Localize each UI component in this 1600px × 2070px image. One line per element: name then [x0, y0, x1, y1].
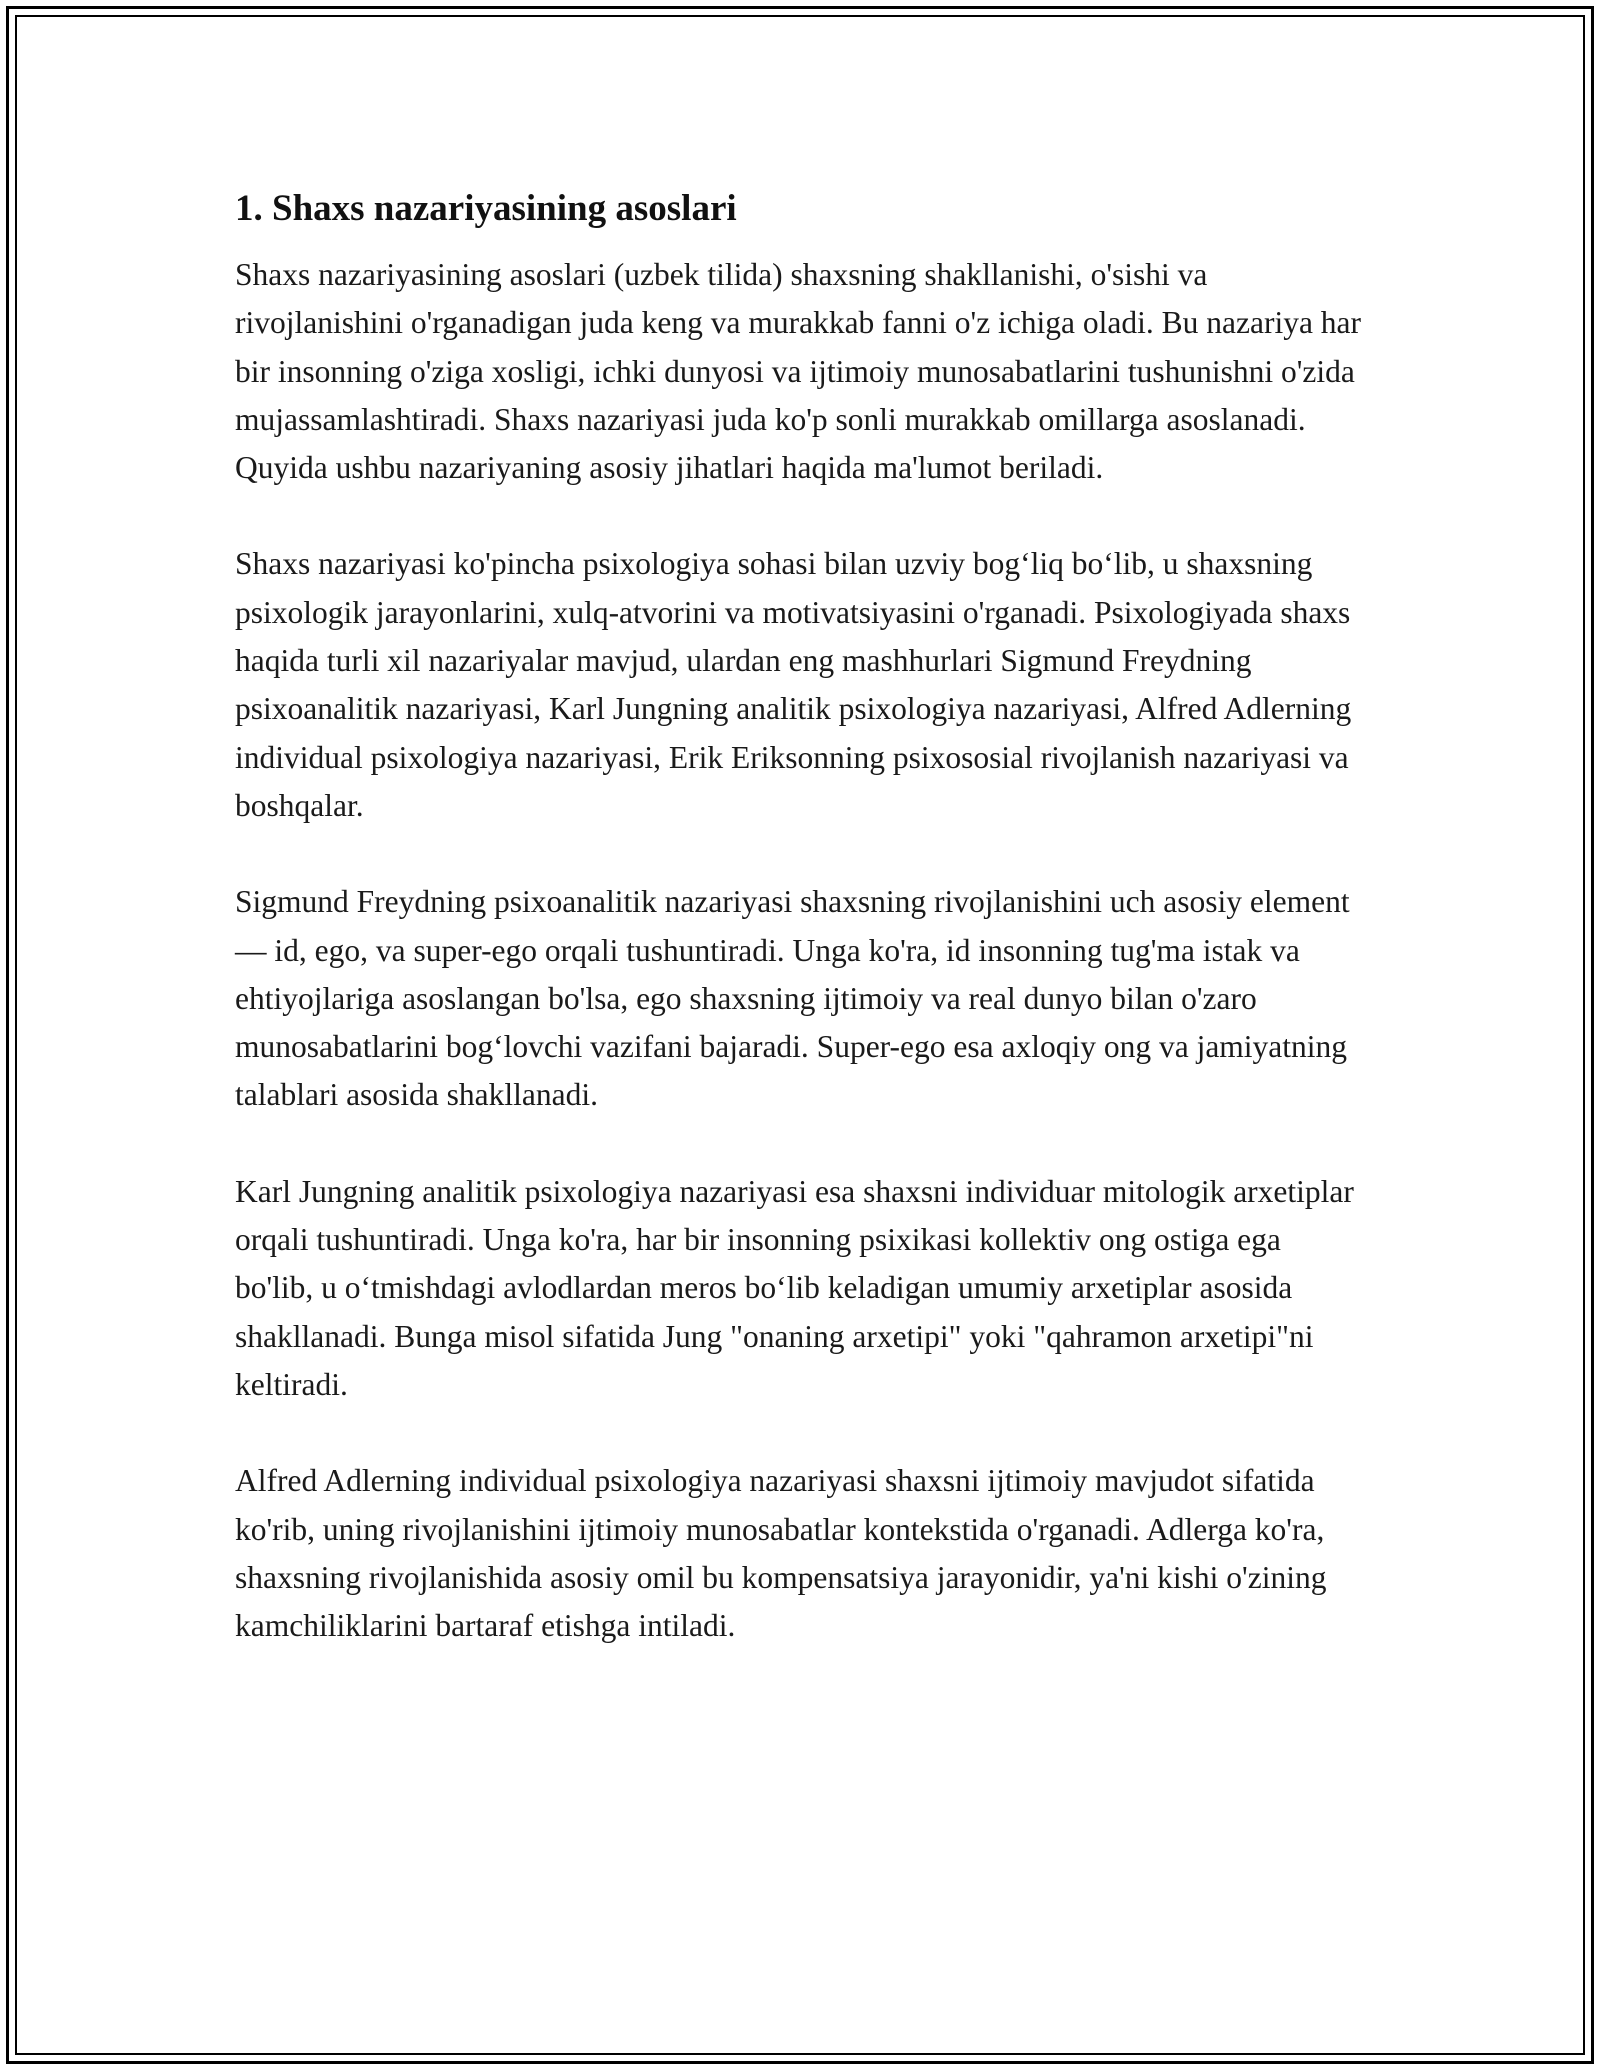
paragraph-psychology: Shaxs nazariyasi ko'pincha psixologiya sohasi bilan uzviy bog‘liq bo‘lib, u shaxsning psixologik jarayonlarini, xulq-atvorini va motivatsiyasini o'rganadi. Psixologiyada shaxs haqida turli xil nazariyalar mavjud, ulardan eng mashhurlari Sigmund Freydning psixoanalitik nazariyasi, Karl Jungning analitik psixologiya nazariyasi, Alfred Adlerning individual psixologiya nazariyasi, Erik Eriksonning psixososial rivojlanish nazariyasi va boshqalar. — [235, 546, 1352, 823]
paragraph-freud: Sigmund Freydning psixoanalitik nazariyasi shaxsning rivojlanishini uch asosiy element — id, ego, va super-ego orqali tushuntiradi. Unga ko'ra, id insonning tug'ma istak va ehtiyojlariga asoslangan bo'lsa, ego shaxsning ijtimoiy va real dunyo bilan o'zaro munosabatlarini bog‘lovchi vazifani bajaradi. Super-ego esa axloqiy ong va jamiyatning talablari asosida shakllanadi. — [235, 884, 1350, 1113]
section-heading: 1. Shaxs nazariyasining asoslari — [235, 188, 737, 229]
paragraph-jung: Karl Jungning analitik psixologiya nazariyasi esa shaxsni individuar mitologik arxetiplar orqali tushuntiradi. Unga ko'ra, har bir insonning psixikasi kollektiv ong ostiga ega bo'lib, u o‘tmishdagi avlodlardan meros bo‘lib keladigan umumiy arxetiplar asosida shakllanadi. Bunga misol sifatida Jung "onaning arxetipi" yoki "qahramon arxetipi"ni keltiradi. — [235, 1173, 1354, 1402]
paragraph-intro: Shaxs nazariyasining asoslari (uzbek tilida) shaxsning shakllanishi, o'sishi va rivojlanishini o'rganadigan juda keng va murakkab fanni o'z ichiga oladi. Bu nazariya har bir insonning o'ziga xosligi, ichki dunyosi va ijtimoiy munosabatlarini tushunishni o'zida mujassamlashtiradi. Shaxs nazariyasi juda ko'p sonli murakkab omillarga asoslanadi. Quyida ushbu nazariyaning asosiy jihatlari haqida ma'lumot beriladi. — [235, 257, 1362, 486]
paragraph-adler: Alfred Adlerning individual psixologiya nazariyasi shaxsni ijtimoiy mavjudot sifatida ko'rib, uning rivojlanishini ijtimoiy munosabatlar kontekstida o'rganadi. Adlerga ko'ra, shaxsning rivojlanishida asosiy omil bu kompensatsiya jarayonidir, ya'ni kishi o'zining kamchiliklarini bartaraf etishga intiladi. — [235, 1463, 1327, 1644]
document-body — [235, 185, 1365, 1698]
